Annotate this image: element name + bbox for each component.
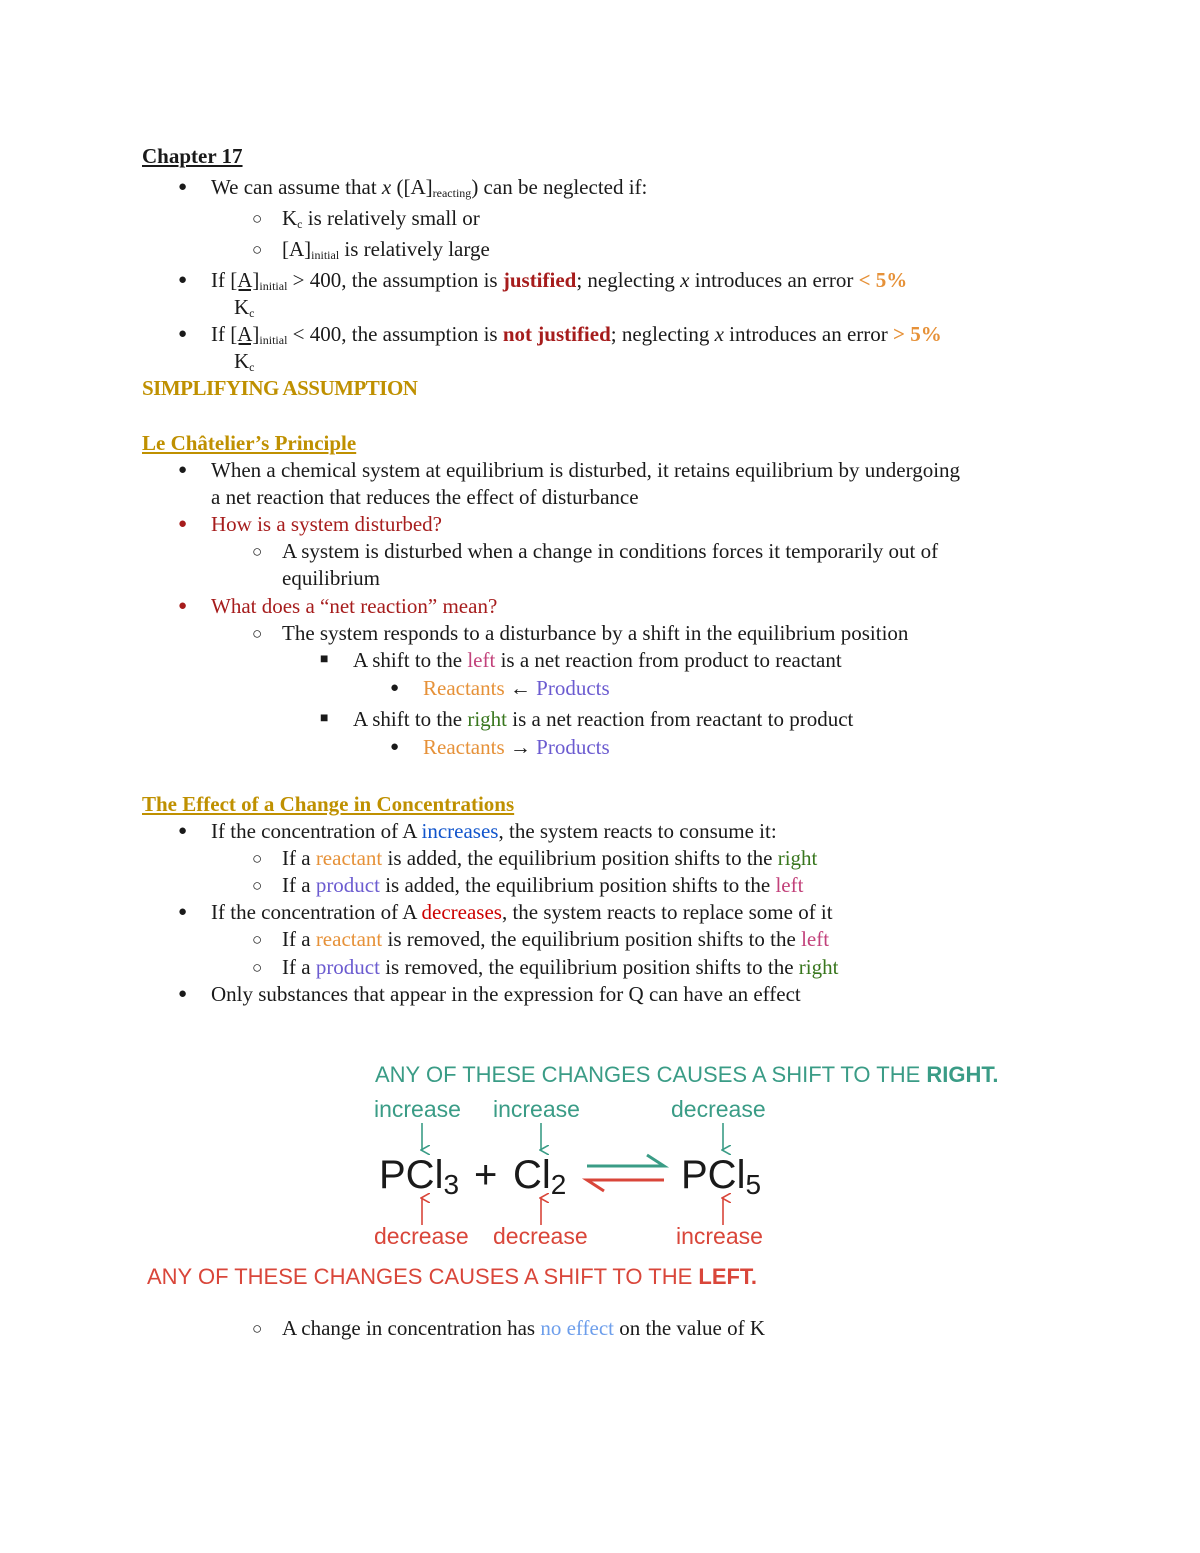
product-added: ○ If a product is added, the equilibrium position shifts to the left (282, 875, 803, 896)
product-pcl5: PCl5 (681, 1153, 762, 1200)
reactant-pcl3: PCl3 (379, 1153, 460, 1200)
equilibrium-diagram (140, 1055, 1060, 1301)
banner-left: ANY OF THESE CHANGES CAUSES A SHIFT TO THE LEFT. (147, 1264, 758, 1289)
answer-net-reaction: ○ The system responds to a disturbance by a shift in the equilibrium position (282, 623, 908, 644)
bottom-label-2: decrease (493, 1223, 588, 1249)
reactant-cl2: Cl2 (513, 1153, 567, 1200)
bottom-label-3: increase (676, 1223, 763, 1249)
only-q-substances: ● Only substances that appear in the expression for Q can have an effect (211, 984, 801, 1005)
assumption-justified: ● If $[A]_{initial} > 400$, the assumption is justified; neglecting x introduces an error < 5% (211, 270, 907, 291)
banner-right: ANY OF THESE CHANGES CAUSES A SHIFT TO THE RIGHT. (375, 1062, 999, 1087)
top-label-3: decrease (671, 1096, 766, 1122)
lechatelier-def-1: ● When a chemical system at equilibrium is disturbed, it retains equilibrium by undergoing (211, 460, 960, 481)
bottom-label-1: decrease (374, 1223, 469, 1249)
equilibrium-diagram-svg (140, 1055, 1060, 1295)
right-shift-def: ■ A shift to the right is a net reaction from reactant to product (353, 709, 853, 730)
right-shift-equation: ● Reactants → Products (423, 737, 610, 758)
reactant-added: ○ If a reactant is added, the equilibrium position shifts to the right (282, 848, 817, 869)
question-net-reaction: ● What does a “net reaction” mean? (211, 596, 497, 617)
kc-denominator-2: $K_c$ (234, 349, 255, 374)
lechatelier-def-2: a net reaction that reduces the effect of disturbance (211, 485, 639, 509)
concentration-decrease: ● If the concentration of A decreases, the system reacts to replace some of it (211, 902, 833, 923)
left-shift-equation: ● Reactants ← Products (423, 678, 610, 699)
assumption-not-justified: ● If $[A]_{initial} < 400$, the assumption is not justified; neglecting x introduces an error > 5% (211, 324, 942, 345)
assumption-sub1: ○ $K_c$ is relatively small or (282, 208, 480, 229)
final-note: ○ A change in concentration has no effect on the value of K (282, 1318, 765, 1339)
chapter-title: Chapter 17 (142, 144, 243, 168)
question-disturbed: ● How is a system disturbed? (211, 514, 442, 535)
assumption-sub2: ○ $[A]_{initial}$ is relatively large (282, 239, 490, 260)
product-removed: ○ If a product is removed, the equilibrium position shifts to the right (282, 957, 838, 978)
top-label-2: increase (493, 1096, 580, 1122)
assumption-intro: ● We can assume that x $([A]_{reacting})$ can be neglected if: (211, 177, 647, 198)
answer-disturbed-2: equilibrium (282, 566, 380, 590)
concentration-title: The Effect of a Change in Concentrations (142, 792, 515, 816)
kc-denominator-1: $K_c$ (234, 295, 255, 320)
plus-sign: + (474, 1153, 498, 1197)
concentration-increase: ● If the concentration of A increases, the system reacts to consume it: (211, 821, 777, 842)
equilibrium-arrows-icon (587, 1155, 664, 1191)
simplifying-assumption-label: SIMPLIFYING ASSUMPTION (142, 376, 418, 400)
left-shift-def: ■ A shift to the left is a net reaction from product to reactant (353, 650, 842, 671)
answer-disturbed-1: ○ A system is disturbed when a change in conditions forces it temporarily out of (282, 541, 938, 562)
lechatelier-title: Le Châtelier’s Principle (142, 431, 357, 455)
reactant-removed: ○ If a reactant is removed, the equilibrium position shifts to the left (282, 929, 829, 950)
top-label-1: increase (374, 1096, 461, 1122)
